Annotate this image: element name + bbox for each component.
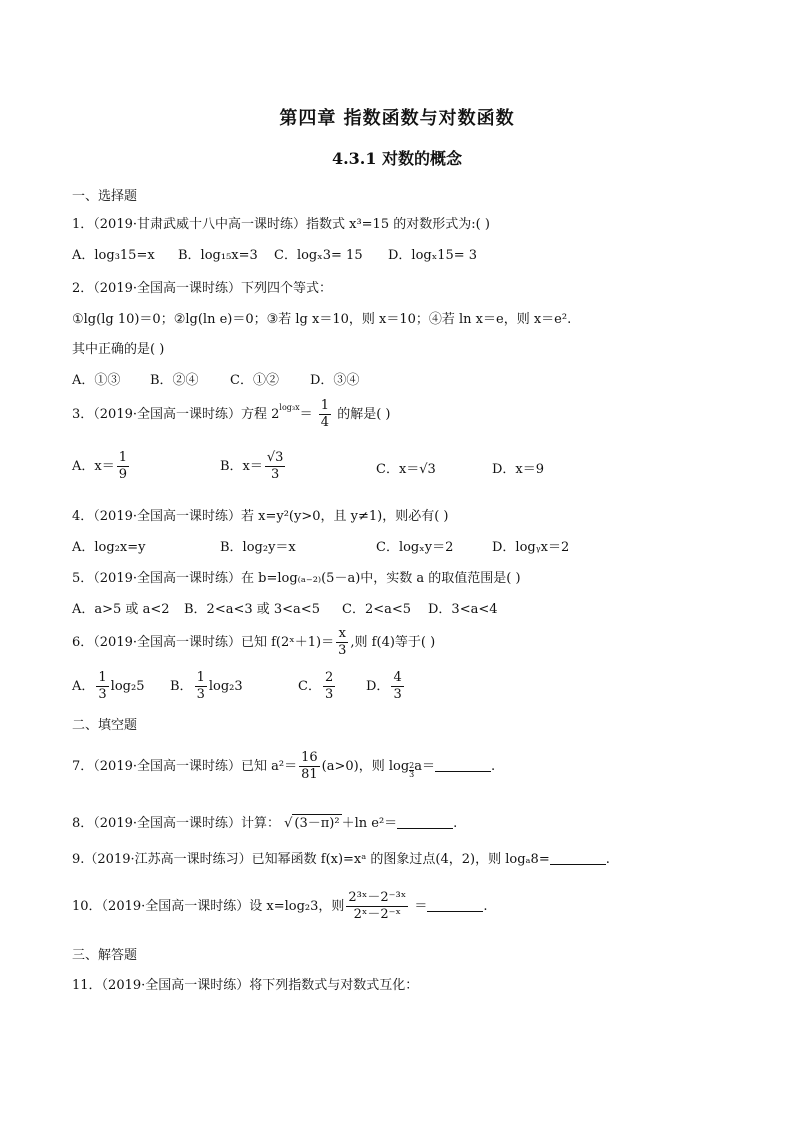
q6-b-post: log₂3 xyxy=(208,679,243,694)
question-6-stem xyxy=(72,626,435,659)
q7-answer-blank[interactable] xyxy=(435,759,491,772)
q6-d-num: 4 xyxy=(393,670,402,685)
q4-option-c: C．logₓy＝2 xyxy=(376,540,454,555)
q5-option-a: A．a>5 或 a<2 xyxy=(72,602,170,617)
q5-option-c: C．2<a<5 xyxy=(342,602,412,617)
q9-end: . xyxy=(605,852,610,867)
q10-frac-den: 2ˣ－2⁻ˣ xyxy=(353,907,402,922)
q3-b-prefix: B．x＝ xyxy=(220,459,263,474)
q7-stem-pre: 7．（2019·全国高一课时练）已知 a²＝ xyxy=(72,759,298,774)
part-heading-fill: 二、填空题 xyxy=(72,718,138,733)
q2-option-b: B．②④ xyxy=(150,373,199,388)
q6-a-den: 3 xyxy=(98,687,107,702)
q3-option-c: C．x＝√3 xyxy=(376,462,436,477)
q6-d-den: 3 xyxy=(393,687,402,702)
q4-option-b: B．log₂y＝x xyxy=(220,540,296,555)
q1-option-a: A．log₃15=x xyxy=(72,248,155,263)
q10-fraction xyxy=(346,890,408,923)
q1-option-d: D．logₓ15= 3 xyxy=(388,248,478,263)
q6-b-label: B． xyxy=(170,679,193,694)
q6-d-label: D． xyxy=(366,679,390,694)
q3-b-fraction xyxy=(265,450,286,483)
question-1-stem: 1．（2019·甘肃武威十八中高一课时练）指数式 x³=15 的对数形式为:( ) xyxy=(72,217,490,232)
q7-post: a＝ xyxy=(414,759,435,774)
q5-option-d: D．3<a<4 xyxy=(428,602,498,617)
question-2-items: ①lg(lg 10)＝0；②lg(ln e)＝0；③若 lg x＝10，则 x＝10；④若 ln x＝e，则 x＝e². xyxy=(72,312,572,327)
question-3-stem xyxy=(72,398,390,431)
q3-option-d: D．x＝9 xyxy=(492,462,545,477)
q5-option-b: B．2<a<3 或 3<a<5 xyxy=(184,602,320,617)
section-title: 4.3.1 对数的概念 xyxy=(331,149,463,168)
q4-option-d: D．logᵧx＝2 xyxy=(492,540,570,555)
q6-option-c xyxy=(298,670,337,703)
q6-fraction xyxy=(336,626,348,659)
q3-frac-den: 4 xyxy=(320,415,330,430)
q6-option-d xyxy=(366,670,406,703)
q6-stem-post: ,则 f(4)等于( ) xyxy=(350,635,436,650)
q10-post: ＝ xyxy=(414,899,428,914)
q10-frac-num: 2³ˣ－2⁻³ˣ xyxy=(348,890,407,905)
q10-answer-blank[interactable] xyxy=(427,899,483,912)
q3-fraction xyxy=(319,398,331,431)
q3-frac-num: 1 xyxy=(320,398,330,413)
question-9-stem xyxy=(72,851,610,869)
q4-option-a: A．log₂x=y xyxy=(72,540,146,555)
q3-equals: ＝ xyxy=(299,407,313,422)
q8-stem-pre: 8．（2019·全国高一课时练）计算： xyxy=(72,816,280,831)
q3-stem-post: 的解是( ) xyxy=(337,407,391,422)
q1-option-c: C．logₓ3= 15 xyxy=(274,248,363,263)
q7-base-den: 3 xyxy=(409,770,415,779)
q2-option-a: A．①③ xyxy=(72,373,121,388)
q2-option-c: C．①② xyxy=(230,373,279,388)
question-4-stem: 4．（2019·全国高一课时练）若 x=y²(y>0，且 y≠1)，则必有( ) xyxy=(72,509,449,524)
q6-frac-num: x xyxy=(336,626,348,643)
q7-mid: (a>0)，则 log xyxy=(321,759,410,774)
q8-radicand: (3－π)² xyxy=(294,816,340,831)
q7-base-num: 2 xyxy=(409,761,415,770)
q6-a-label: A． xyxy=(72,679,95,694)
q3-b-num: √3 xyxy=(266,450,284,465)
q6-b-den: 3 xyxy=(196,687,205,702)
q3-a-den: 9 xyxy=(118,467,128,482)
q3-a-fraction xyxy=(117,450,129,483)
q6-a-post: log₂5 xyxy=(110,679,145,694)
question-5-stem: 5．（2019·全国高一课时练）在 b=log₍ₐ₋₂₎(5－a)中，实数 a 的取值范围是( ) xyxy=(72,571,521,586)
q6-b-num: 1 xyxy=(196,670,205,685)
q10-stem-pre: 10．（2019·全国高一课时练）设 x=log₂3，则 xyxy=(72,899,345,914)
q6-stem-pre: 6．（2019·全国高一课时练）已知 f(2ˣ＋1)＝ xyxy=(72,635,335,650)
q6-option-b xyxy=(170,670,243,703)
q6-d-fraction xyxy=(391,670,403,703)
q8-answer-blank[interactable] xyxy=(397,816,453,829)
q3-stem-pre: 3．（2019·全国高一课时练）方程 2 xyxy=(72,407,280,422)
q6-b-fraction xyxy=(195,670,207,703)
q6-a-fraction xyxy=(96,670,108,703)
part-heading-choice: 一、选择题 xyxy=(72,189,138,204)
q1-option-b: B．log₁₅x=3 xyxy=(178,248,258,263)
q3-a-num: 1 xyxy=(118,450,128,465)
q6-c-den: 3 xyxy=(324,687,334,702)
question-2-ask: 其中正确的是( ) xyxy=(72,342,165,357)
q6-option-a xyxy=(72,670,144,703)
part-heading-answer: 三、解答题 xyxy=(72,948,138,963)
q6-c-label: C． xyxy=(298,679,321,694)
chapter-title: 第四章 指数函数与对数函数 xyxy=(279,108,515,129)
q10-end: . xyxy=(483,899,488,914)
question-8-stem: 8．（2019·全国高一课时练）计算： √ (3－π)² ＋ln e²＝ . xyxy=(72,816,458,831)
q9-answer-blank[interactable] xyxy=(550,852,606,865)
q7-frac-den: 81 xyxy=(301,767,318,782)
q6-a-num: 1 xyxy=(98,670,107,685)
q7-frac-num: 16 xyxy=(301,750,318,765)
q9-stem-text: 9.（2019·江苏高一课时练习）已知幂函数 f(x)=xᵃ 的图象过点(4，2)，则 logₐ8= xyxy=(72,852,550,867)
q3-a-prefix: A．x＝ xyxy=(72,459,115,474)
question-7-stem: 7．（2019·全国高一课时练）已知 a²＝ $\frac{16}{81}$ (a>0)，则 log $\frac{2}{3}$ a＝ . xyxy=(72,750,496,782)
q8-post: ＋ln e²＝ xyxy=(341,816,398,831)
q6-c-num: 2 xyxy=(324,670,334,685)
q3-option-a xyxy=(72,450,131,483)
q3-exponent: log₃x xyxy=(279,403,300,412)
q7-fraction xyxy=(299,750,320,783)
question-2-stem: 2．（2019·全国高一课时练）下列四个等式： xyxy=(72,281,332,296)
question-11-stem: 11．（2019·全国高一课时练）将下列指数式与对数式互化： xyxy=(72,978,419,993)
q2-option-d: D．③④ xyxy=(310,373,360,388)
q3-option-b xyxy=(220,450,287,483)
q6-frac-den: 3 xyxy=(338,643,347,658)
q3-b-den: 3 xyxy=(271,467,280,482)
question-10-stem xyxy=(72,890,488,923)
q6-c-fraction xyxy=(323,670,335,703)
